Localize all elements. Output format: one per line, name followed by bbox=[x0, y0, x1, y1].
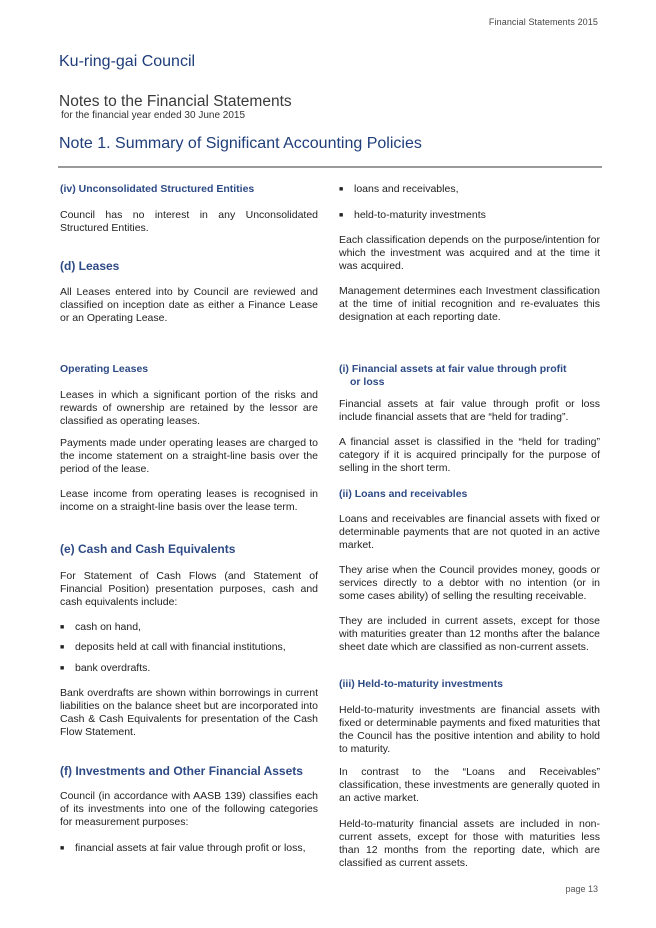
section-iii-para-3: Held-to-maturity financial assets are included in non-current assets, except for those with maturities less than 12 months from the reporting date, which are classified as current assets. bbox=[339, 818, 600, 869]
notes-title: Notes to the Financial Statements bbox=[59, 93, 292, 110]
period-subtitle: for the financial year ended 30 June 2015 bbox=[61, 110, 246, 121]
section-i-para-1: Financial assets at fair value through profit or loss include financial assets that are “held for trading”. bbox=[339, 398, 600, 423]
section-e-heading: (e) Cash and Cash Equivalents bbox=[60, 542, 236, 556]
bullet-icon: ■ bbox=[60, 845, 65, 852]
operating-leases-para-3: Lease income from operating leases is recognised in income on a straight-line basis over the lease term. bbox=[60, 488, 318, 513]
operating-leases-para-2: Payments made under operating leases are charged to the income statement on a straight-line basis over the period of the lease. bbox=[60, 437, 318, 475]
bullet-icon: ■ bbox=[60, 644, 65, 651]
section-iii-heading: (iii) Held-to-maturity investments bbox=[339, 678, 503, 690]
bullet-icon: ■ bbox=[339, 212, 344, 219]
section-ii-para-1: Loans and receivables are financial assets with fixed or determinable payments that are not quoted in an active market. bbox=[339, 513, 600, 551]
section-f-heading: (f) Investments and Other Financial Assets bbox=[60, 764, 303, 778]
section-ii-heading: (ii) Loans and receivables bbox=[339, 488, 468, 500]
note-heading: Note 1. Summary of Significant Accounting Policies bbox=[59, 135, 422, 152]
operating-leases-para-1: Leases in which a significant portion of the risks and rewards of ownership are retained by the lessor are classified as operating leases. bbox=[60, 389, 318, 427]
section-d-heading: (d) Leases bbox=[60, 259, 120, 273]
council-name: Ku-ring-gai Council bbox=[59, 53, 196, 70]
bullet-icon: ■ bbox=[60, 665, 65, 672]
bullet-icon: ■ bbox=[339, 186, 344, 193]
section-i-para-2: A financial asset is classified in the “held for trading” category if it is acquired principally for the purpose of selling in the short term. bbox=[339, 436, 600, 474]
section-ii-para-2: They arise when the Council provides money, goods or services directly to a debtor with no intention (or in some cases ability) of selling the resulting receivable. bbox=[339, 564, 600, 602]
section-iv-heading: (iv) Unconsolidated Structured Entities bbox=[60, 183, 255, 195]
section-i-heading bbox=[339, 363, 600, 389]
section-f-text: Council (in accordance with AASB 139) classifies each of its investments into one of the following categories for measurement purposes: bbox=[60, 790, 318, 828]
heading-divider bbox=[58, 166, 602, 168]
section-i-heading-line-2: or loss bbox=[350, 376, 385, 388]
section-e-text: For Statement of Cash Flows (and Statement of Financial Position) presentation purposes, cash and cash equivalents include: bbox=[60, 570, 318, 608]
section-iv-text: Council has no interest in any Unconsolidated Structured Entities. bbox=[60, 209, 318, 234]
bank-overdrafts-text: Bank overdrafts are shown within borrowings in current liabilities on the balance sheet but are incorporated into Cash & Cash Equivalents for presentation of the Cash Flow Statement. bbox=[60, 687, 318, 738]
document-header: Financial Statements 2015 bbox=[488, 17, 598, 27]
section-d-text: All Leases entered into by Council are reviewed and classified on inception date as either a Finance Lease or an Operating Lease. bbox=[60, 286, 318, 324]
section-iii-para-1: Held-to-maturity investments are financial assets with fixed or determinable payments and fixed maturities that the Council has the positive intention and ability to hold to maturity. bbox=[339, 704, 600, 755]
section-ii-para-3: They are included in current assets, except for those with maturities greater than 12 months after the balance sheet date which are classified as non-current assets. bbox=[339, 615, 600, 653]
management-para: Management determines each Investment classification at the time of initial recognition and re-evaluates this designation at each reporting date. bbox=[339, 285, 600, 323]
page-number: page 13 bbox=[565, 884, 598, 894]
bullet-icon: ■ bbox=[60, 624, 65, 631]
classification-para: Each classification depends on the purpose/intention for which the investment was acquired and at the time it was acquired. bbox=[339, 234, 600, 272]
section-i-heading-line-1: (i) Financial assets at fair value through profit bbox=[339, 363, 567, 375]
section-iii-para-2: In contrast to the “Loans and Receivables” classification, these investments are generally quoted in an active market. bbox=[339, 766, 600, 804]
operating-leases-heading: Operating Leases bbox=[60, 363, 149, 375]
